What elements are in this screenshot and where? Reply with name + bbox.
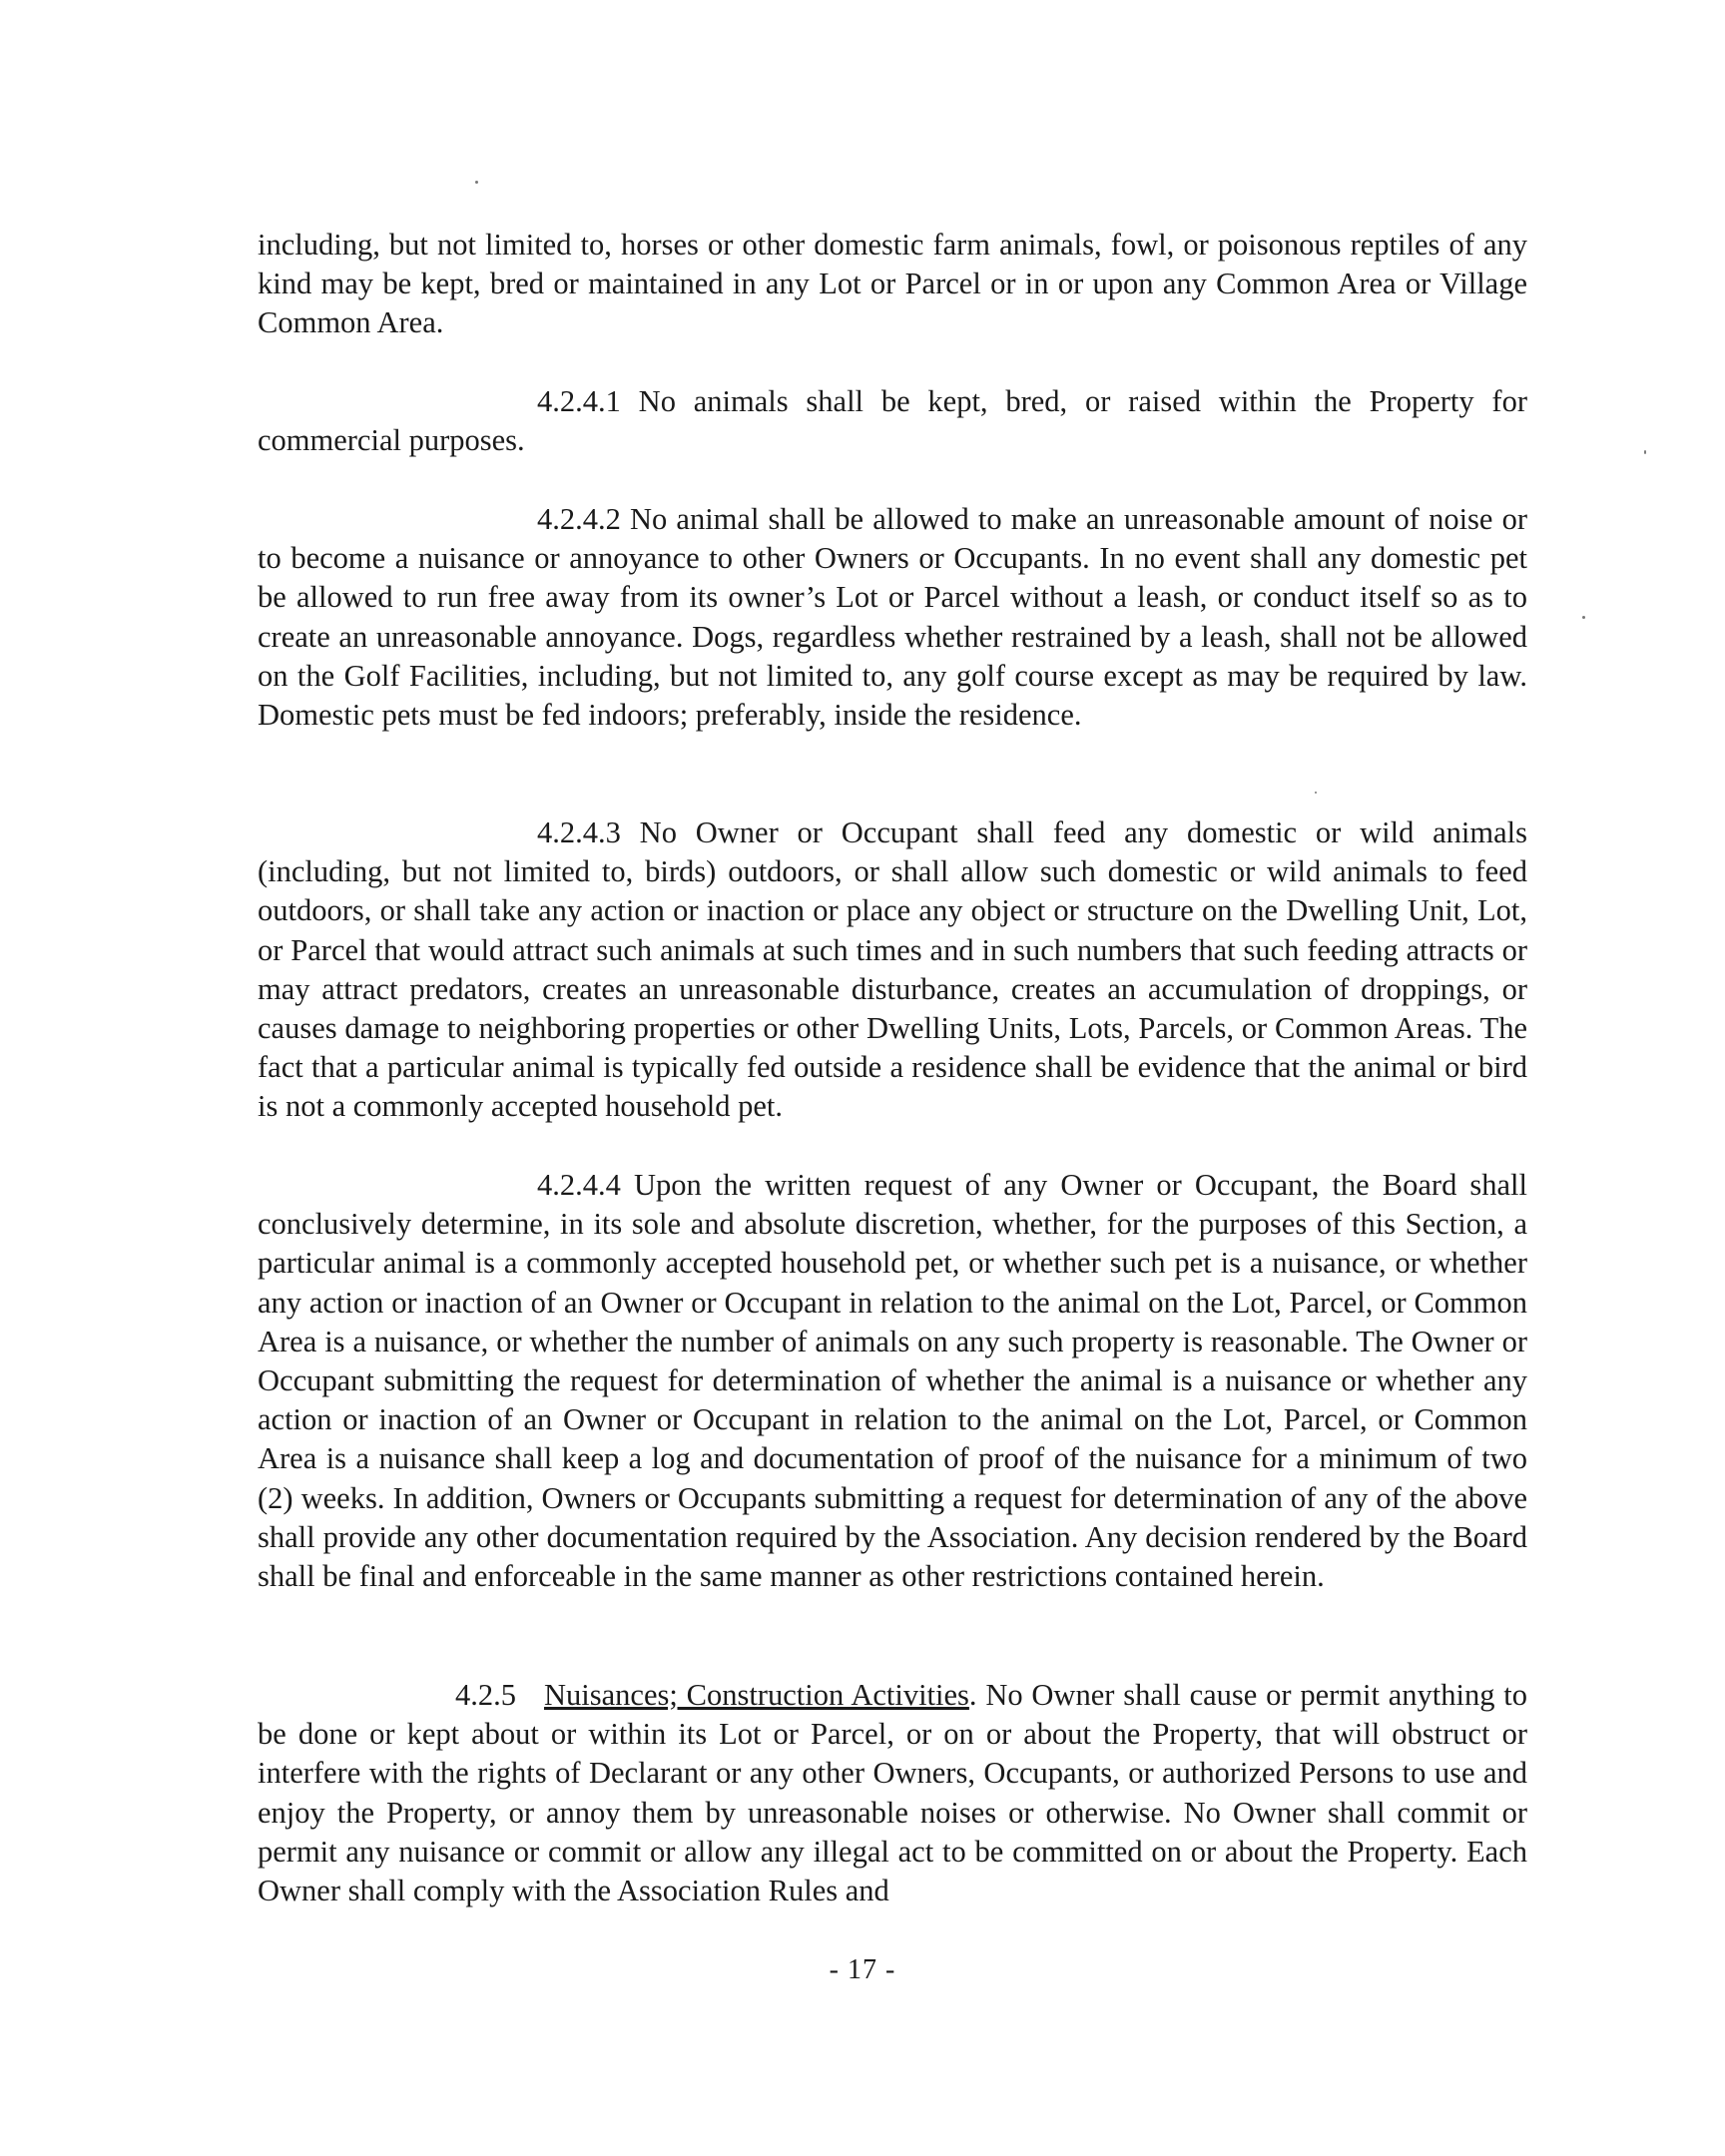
- section-number: 4.2.5: [455, 1678, 516, 1712]
- paragraph-4-2-4-1: [258, 382, 1527, 460]
- scan-speck: [1644, 450, 1646, 454]
- paragraph-text: 4.2.4.1 No animals shall be kept, bred, or raised within the Property for commercial purposes.: [258, 384, 1527, 458]
- section-body: No Owner shall cause or permit anything to be done or kept about or within its Lot or Parcel, or on or about the Property, that will obstruct or interfere with the rights of Declarant or any other Owners, Occupants, or authorized Persons to use and enjoy the Property, or annoy them by unreasonable noises or otherwise. No Owner shall commit or permit any nuisance or commit or allow any illegal act to be committed on or about the Property. Each Owner shall comply with the Association Rules and: [258, 1678, 1527, 1908]
- section-4-2-5-text: [258, 1676, 1527, 1910]
- scan-speck: [475, 181, 478, 184]
- section-heading: Nuisances; Construction Activities: [544, 1678, 969, 1712]
- paragraph-4-2-4-2: [258, 500, 1527, 735]
- paragraph-text: 4.2.4.3 No Owner or Occupant shall feed any domestic or wild animals (including, but not limited to, birds) outdoors, or shall allow such domestic or wild animals to feed outdoors, or shall take any action or inaction or place any object or structure on the Dwelling Unit, Lot, or Parcel that would attract such animals at such times and in such numbers that such feeding attracts or may attract predators, creates an unreasonable disturbance, creates an accumulation of droppings, or causes damage to neighboring properties or other Dwelling Units, Lots, Parcels, or Common Areas. The fact that a particular animal is typically fed outside a residence shall be evidence that the animal or bird is not a commonly accepted household pet.: [258, 815, 1527, 1124]
- section-heading-period: .: [968, 1678, 977, 1712]
- section-4-2-5: [258, 1676, 1527, 1910]
- paragraph-4-2-4-3: [258, 813, 1527, 1127]
- paragraph-text: 4.2.4.2 No animal shall be allowed to make an unreasonable amount of noise or to become a nuisance or annoyance to other Owners or Occupants. In no event shall any domestic pet be allowed to run free away from its owner’s Lot or Parcel without a leash, or conduct itself so as to create an unreasonable annoyance. Dogs, regardless whether restrained by a leash, shall not be allowed on the Golf Facilities, including, but not limited to, any golf course except as may be required by law. Domestic pets must be fed indoors; preferably, inside the residence.: [258, 502, 1527, 733]
- paragraph-text: 4.2.4.4 Upon the written request of any Owner or Occupant, the Board shall conclusively determine, in its sole and absolute discretion, whether, for the purposes of this Section, a particular animal is a commonly accepted household pet, or whether such pet is a nuisance, or whether any action or inaction of an Owner or Occupant in relation to the animal on the Lot, Parcel, or Common Area is a nuisance, or whether the number of animals on any such property is reasonable. The Owner or Occupant submitting the request for determination of whether the animal is a nuisance or whether any action or inaction of an Owner or Occupant in relation to the animal on the Lot, Parcel, or Common Area is a nuisance shall keep a log and documentation of proof of the nuisance for a minimum of two (2) weeks. In addition, Owners or Occupants submitting a request for determination of any of the above shall provide any other documentation required by the Association. Any decision rendered by the Board shall be final and enforceable in the same manner as other restrictions contained herein.: [258, 1168, 1527, 1594]
- paragraph-4-2-4-4: [258, 1166, 1527, 1596]
- scan-speck: [1315, 792, 1317, 794]
- paragraph-text: including, but not limited to, horses or other domestic farm animals, fowl, or poisonous reptiles of any kind may be kept, bred or maintained in any Lot or Parcel or in or upon any Common Area or Village Common Area.: [258, 228, 1527, 340]
- page-number: - 17 -: [829, 1954, 896, 1985]
- scan-speck: [1582, 616, 1585, 619]
- paragraph-continued: [258, 226, 1527, 343]
